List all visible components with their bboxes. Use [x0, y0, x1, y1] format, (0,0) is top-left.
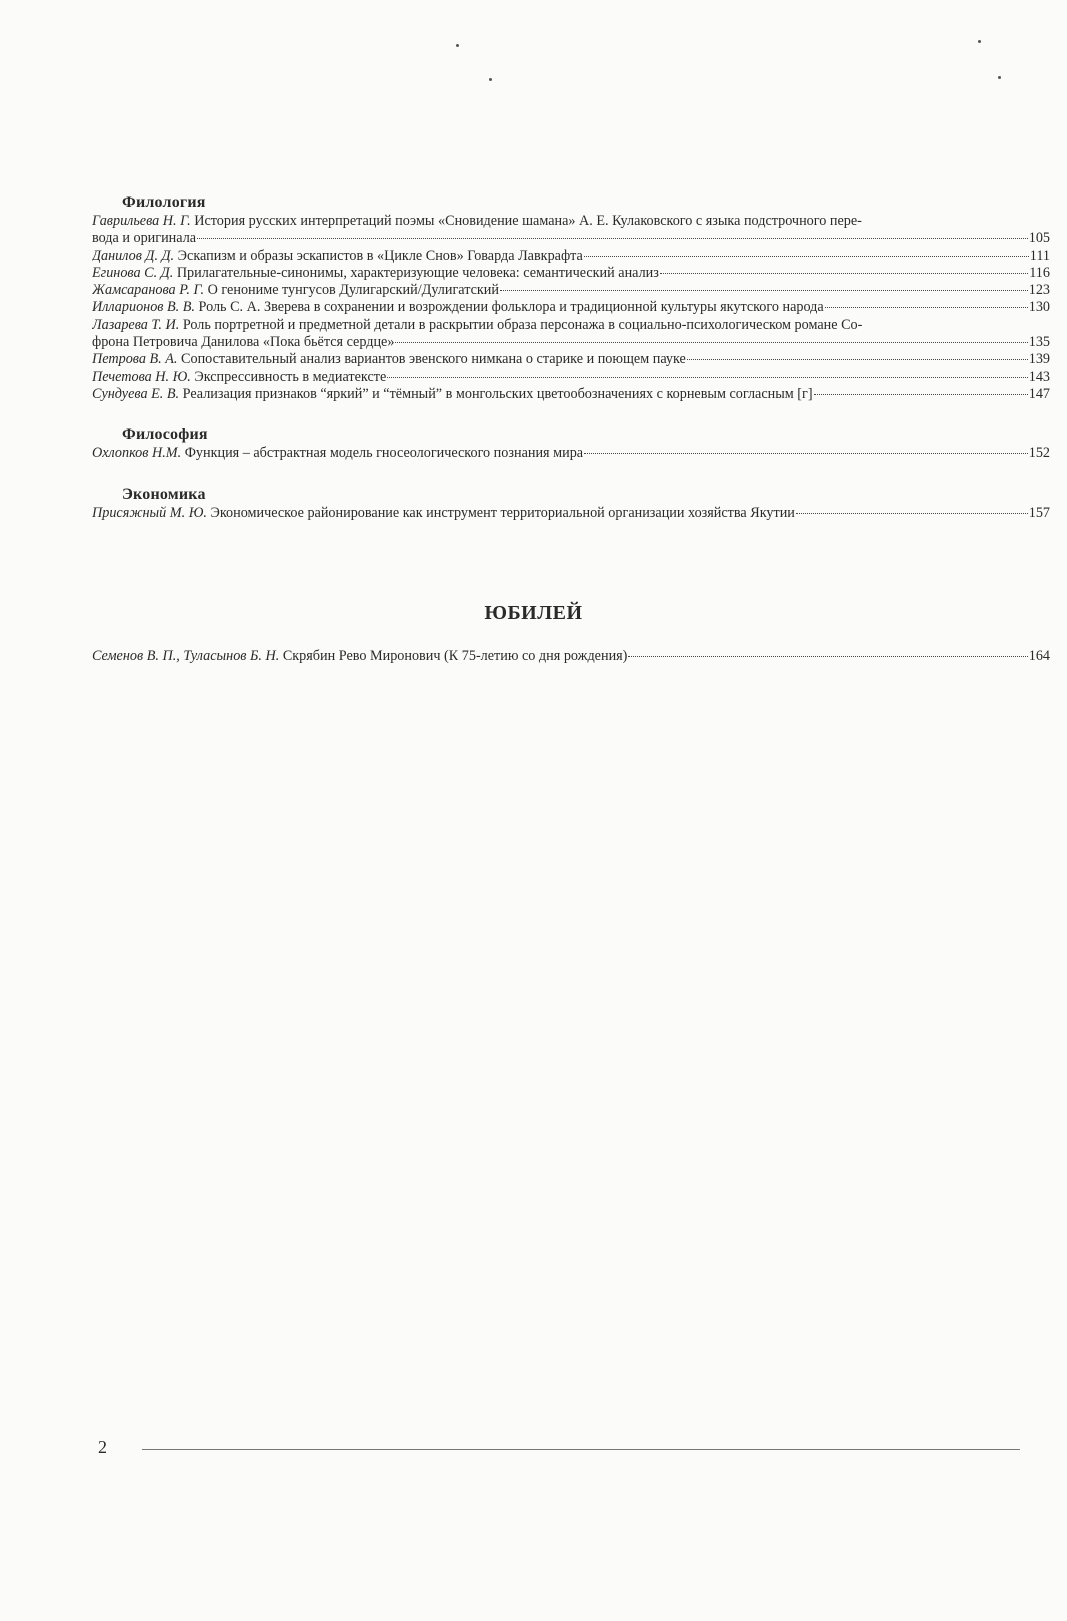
toc-entry[interactable]: [92, 282, 1050, 299]
entry-first-line: [92, 317, 1050, 334]
entry-page: 135: [1028, 334, 1050, 351]
entry-title: История русских интерпретаций поэмы «Сновидение шамана» А. Е. Кулаковского с языка подстрочного пере-: [194, 213, 862, 229]
dot-leader: [584, 453, 1028, 454]
section-economics: [92, 485, 1050, 522]
entry-title-continued: фрона Петровича Данилова «Пока бьётся сердце»: [92, 334, 395, 351]
entry-title: О генониме тунгусов Дулигарский/Дулигатский: [207, 282, 499, 299]
entry-author: Данилов Д. Д.: [92, 247, 175, 264]
table-of-contents: [92, 193, 1050, 544]
entry-title-continued: вода и оригинала: [92, 230, 197, 247]
dot-leader: [628, 656, 1027, 657]
toc-entry[interactable]: [92, 445, 1050, 462]
entry-author: Егинова С. Д.: [92, 264, 174, 281]
dot-leader: [796, 513, 1028, 514]
dot-leader: [500, 290, 1028, 291]
toc-entry[interactable]: [92, 369, 1050, 386]
entry-page: 157: [1028, 504, 1050, 521]
toc-entry[interactable]: [92, 265, 1050, 282]
dot-leader: [197, 238, 1028, 239]
scan-speck: [456, 44, 459, 47]
section-philosophy: [92, 425, 1050, 462]
jubilee-section: [92, 648, 1050, 665]
dot-leader: [814, 394, 1028, 395]
entry-author: Жамсаранова Р. Г.: [92, 282, 205, 299]
scan-speck: [998, 76, 1001, 79]
toc-entry[interactable]: [92, 299, 1050, 316]
entry-author: Лазарева Т. И.: [92, 316, 180, 333]
entry-title: Эскапизм и образы эскапистов в «Цикле Снов» Говарда Лавкрафта: [177, 247, 583, 264]
entry-title: Роль С. А. Зверева в сохранении и возрождении фольклора и традиционной культуры якутского народа: [198, 299, 824, 316]
entry-author: Илларионов В. В.: [92, 299, 195, 316]
toc-entry[interactable]: [92, 351, 1050, 368]
toc-entry[interactable]: [92, 213, 1050, 248]
entry-page: 130: [1028, 299, 1050, 316]
entry-title: Экспрессивность в медиатексте: [194, 368, 387, 385]
section-title: Философия: [122, 426, 208, 444]
section-philology: [92, 193, 1050, 403]
dot-leader: [395, 342, 1027, 343]
toc-entry[interactable]: [92, 505, 1050, 522]
entry-page: 116: [1029, 264, 1050, 281]
toc-entry[interactable]: [92, 386, 1050, 403]
entry-page: 139: [1028, 351, 1050, 368]
entry-author: Печетова Н. Ю.: [92, 368, 191, 385]
entry-author: Гаврильева Н. Г.: [92, 213, 191, 229]
entry-author: Сундуева Е. В.: [92, 385, 180, 402]
entry-author: Семенов В. П., Туласынов Б. Н.: [92, 648, 280, 664]
entry-page: 105: [1028, 230, 1050, 247]
entry-page: 143: [1028, 368, 1050, 385]
toc-entry[interactable]: [92, 248, 1050, 265]
dot-leader: [387, 377, 1027, 378]
scan-speck: [978, 40, 981, 43]
entry-title: Роль портретной и предметной детали в раскрытии образа персонажа в социально-психологическом романе Со-: [182, 316, 863, 333]
entry-author: Охлопков Н.М.: [92, 445, 182, 462]
section-title: Филология: [122, 194, 206, 211]
entry-page: 111: [1029, 247, 1050, 264]
dot-leader: [584, 256, 1029, 257]
entry-title: Экономическое районирование как инструмент территориальной организации хозяйства Якутии: [210, 504, 795, 521]
dot-leader: [660, 273, 1028, 274]
footer-rule: [142, 1449, 1020, 1450]
entry-title: Функция – абстрактная модель гносеологического познания мира: [184, 445, 584, 462]
entry-page: 152: [1028, 445, 1050, 462]
entry-title: Прилагательные-синонимы, характеризующие человека: семантический анализ: [176, 264, 659, 281]
entry-title: Сопоставительный анализ вариантов эвенского нимкана о старике и поющем пауке: [181, 351, 686, 368]
entry-page: 147: [1028, 385, 1050, 402]
section-title: Экономика: [122, 485, 206, 503]
entry-author: Присяжный М. Ю.: [92, 504, 207, 521]
dot-leader: [825, 307, 1028, 308]
page-number: 2: [98, 1437, 107, 1457]
toc-entry[interactable]: [92, 317, 1050, 352]
jubilee-heading: ЮБИЛЕЙ: [484, 602, 583, 624]
dot-leader: [687, 359, 1028, 360]
entry-page: 123: [1028, 282, 1050, 299]
toc-entry[interactable]: [92, 648, 1050, 665]
entry-author: Петрова В. А.: [92, 351, 178, 368]
entry-title: Реализация признаков “яркий” и “тёмный” в монгольских цветообозначениях с корневым согласным [г]: [182, 385, 813, 402]
entry-title: Скрябин Рево Миронович (К 75-летию со дня рождения): [282, 648, 628, 664]
entry-first-line: [92, 213, 1050, 230]
scan-speck: [489, 78, 492, 81]
entry-page: 164: [1028, 648, 1050, 664]
